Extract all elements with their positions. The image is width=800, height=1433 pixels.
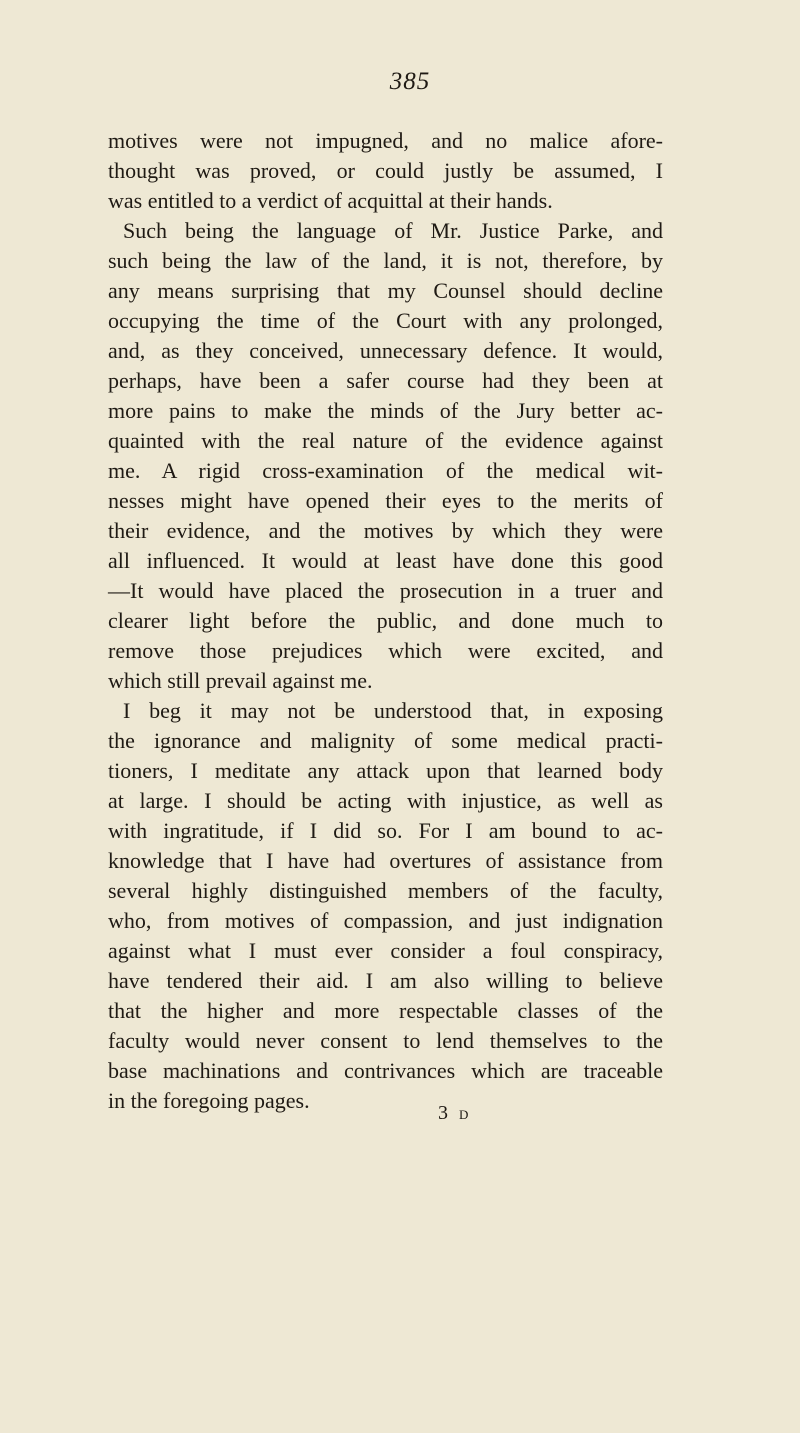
text-line: with ingratitude, if I did so. For I am bound to ac- bbox=[108, 818, 663, 843]
text-line: at large. I should be acting with injustice, as well as bbox=[108, 788, 663, 813]
text-line: —It would have placed the prosecution in a truer and bbox=[108, 578, 663, 603]
text-line: the ignorance and malignity of some medical practi- bbox=[108, 728, 663, 753]
text-line: who, from motives of compassion, and just indignation bbox=[108, 908, 663, 933]
text-line: occupying the time of the Court with any prolonged, bbox=[108, 308, 663, 333]
signature-number: 3 bbox=[438, 1102, 451, 1124]
text-line: thought was proved, or could justly be assumed, I bbox=[108, 158, 663, 183]
body-text bbox=[108, 126, 663, 1116]
text-line: in the foregoing pages. bbox=[108, 1088, 310, 1113]
text-line: any means surprising that my Counsel should decline bbox=[108, 278, 663, 303]
signature-mark bbox=[438, 1102, 471, 1125]
text-line: was entitled to a verdict of acquittal at their hands. bbox=[108, 188, 553, 213]
text-line: remove those prejudices which were excited, and bbox=[108, 638, 663, 663]
text-line: and, as they conceived, unnecessary defence. It would, bbox=[108, 338, 663, 363]
text-line: have tendered their aid. I am also willing to believe bbox=[108, 968, 663, 993]
text-line: their evidence, and the motives by which they were bbox=[108, 518, 663, 543]
text-line: clearer light before the public, and done much to bbox=[108, 608, 663, 633]
text-line: such being the law of the land, it is not, therefore, by bbox=[108, 248, 663, 273]
text-line: all influenced. It would at least have done this good bbox=[108, 548, 663, 573]
text-line: more pains to make the minds of the Jury better ac- bbox=[108, 398, 663, 423]
text-line: which still prevail against me. bbox=[108, 668, 373, 693]
text-line: nesses might have opened their eyes to the merits of bbox=[108, 488, 663, 513]
text-line: me. A rigid cross-examination of the medical wit- bbox=[108, 458, 663, 483]
page-number: 385 bbox=[389, 68, 431, 95]
text-line: perhaps, have been a safer course had they been at bbox=[108, 368, 663, 393]
signature-letter: D bbox=[459, 1107, 472, 1122]
text-line: base machinations and contrivances which are traceable bbox=[108, 1058, 663, 1083]
text-line: against what I must ever consider a foul conspiracy, bbox=[108, 938, 663, 963]
text-line: several highly distinguished members of the faculty, bbox=[108, 878, 663, 903]
paragraph-start-line: Such being the language of Mr. Justice Parke, and bbox=[123, 218, 663, 243]
text-line: knowledge that I have had overtures of assistance from bbox=[108, 848, 663, 873]
text-line: that the higher and more respectable classes of the bbox=[108, 998, 663, 1023]
text-line: faculty would never consent to lend themselves to the bbox=[108, 1028, 663, 1053]
text-line: tioners, I meditate any attack upon that learned body bbox=[108, 758, 663, 783]
text-line: motives were not impugned, and no malice afore- bbox=[108, 128, 663, 153]
paragraph-start-line: I beg it may not be understood that, in exposing bbox=[123, 698, 663, 723]
text-line: quainted with the real nature of the evidence against bbox=[108, 428, 663, 453]
